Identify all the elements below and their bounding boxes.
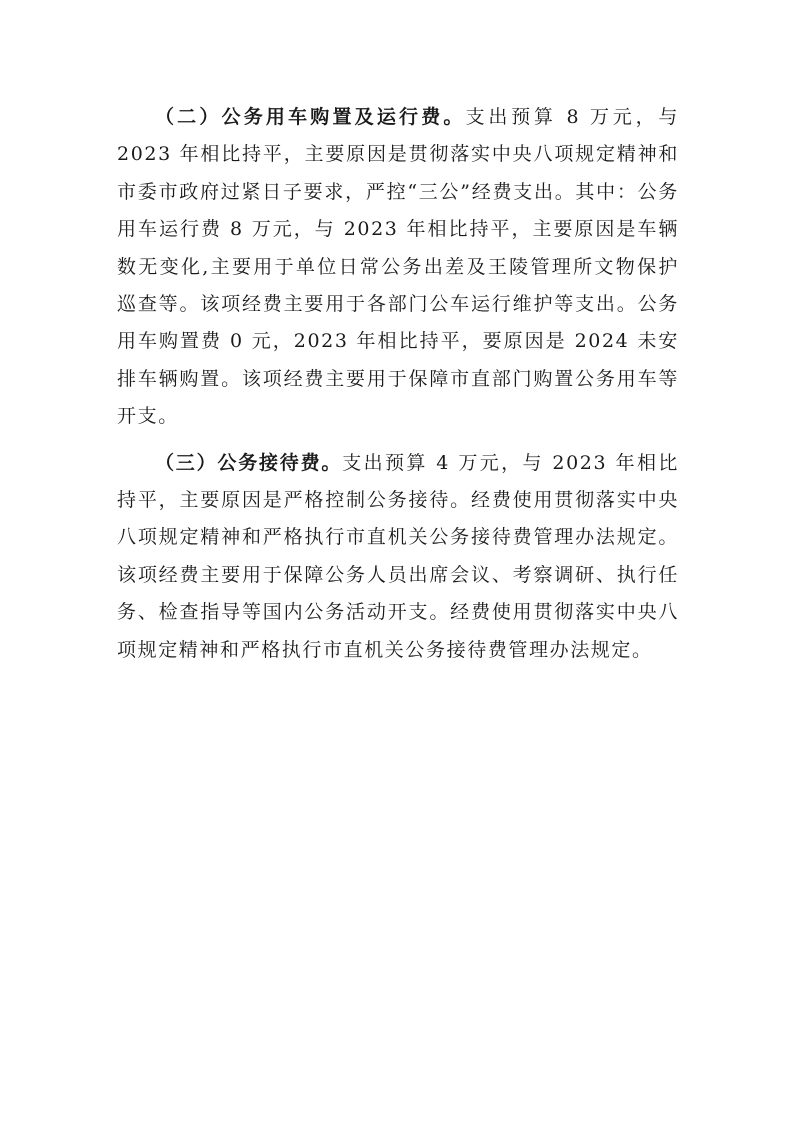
paragraph-reception-expenses	[117, 445, 679, 669]
paragraph-text-reception-expenses: 支出预算 4 万元，与 2023 年相比持平，主要原因是严格控制公务接待。经费使用贯彻落实中央八项规定精神和严格执行市直机关公务接待费管理办法规定。该项经费主要用于保障公务人员出席会议、考察调研、执行任务、检查指导等国内公务活动开支。经费使用贯彻落实中央八项规定精神和严格执行市直机关公务接待费管理办法规定。	[117, 451, 679, 661]
section-heading-vehicle-expenses: （二）公务用车购置及运行费。	[155, 106, 466, 128]
section-heading-reception-expenses: （三）公务接待费。	[155, 451, 343, 474]
paragraph-text-vehicle-expenses: 支出预算 8 万元，与 2023 年相比持平，主要原因是贯彻落实中央八项规定精神和市委市政府过紧日子要求，严控“三公”经费支出。其中：公务用车运行费 8 万元，与 2023 年相比持平，主要原因是车辆数无变化,主要用于单位日常公务出差及王陵管理所文物保护巡查等。该项经费主要用于各部门公车运行维护等支出。公务用车购置费 0 元，2023 年相比持平，要原因是 2024 未安排车辆购置。该项经费主要用于保障市直部门购置公务用车等开支。	[117, 106, 679, 428]
paragraph-vehicle-expenses	[117, 99, 679, 436]
document-body	[117, 99, 679, 669]
